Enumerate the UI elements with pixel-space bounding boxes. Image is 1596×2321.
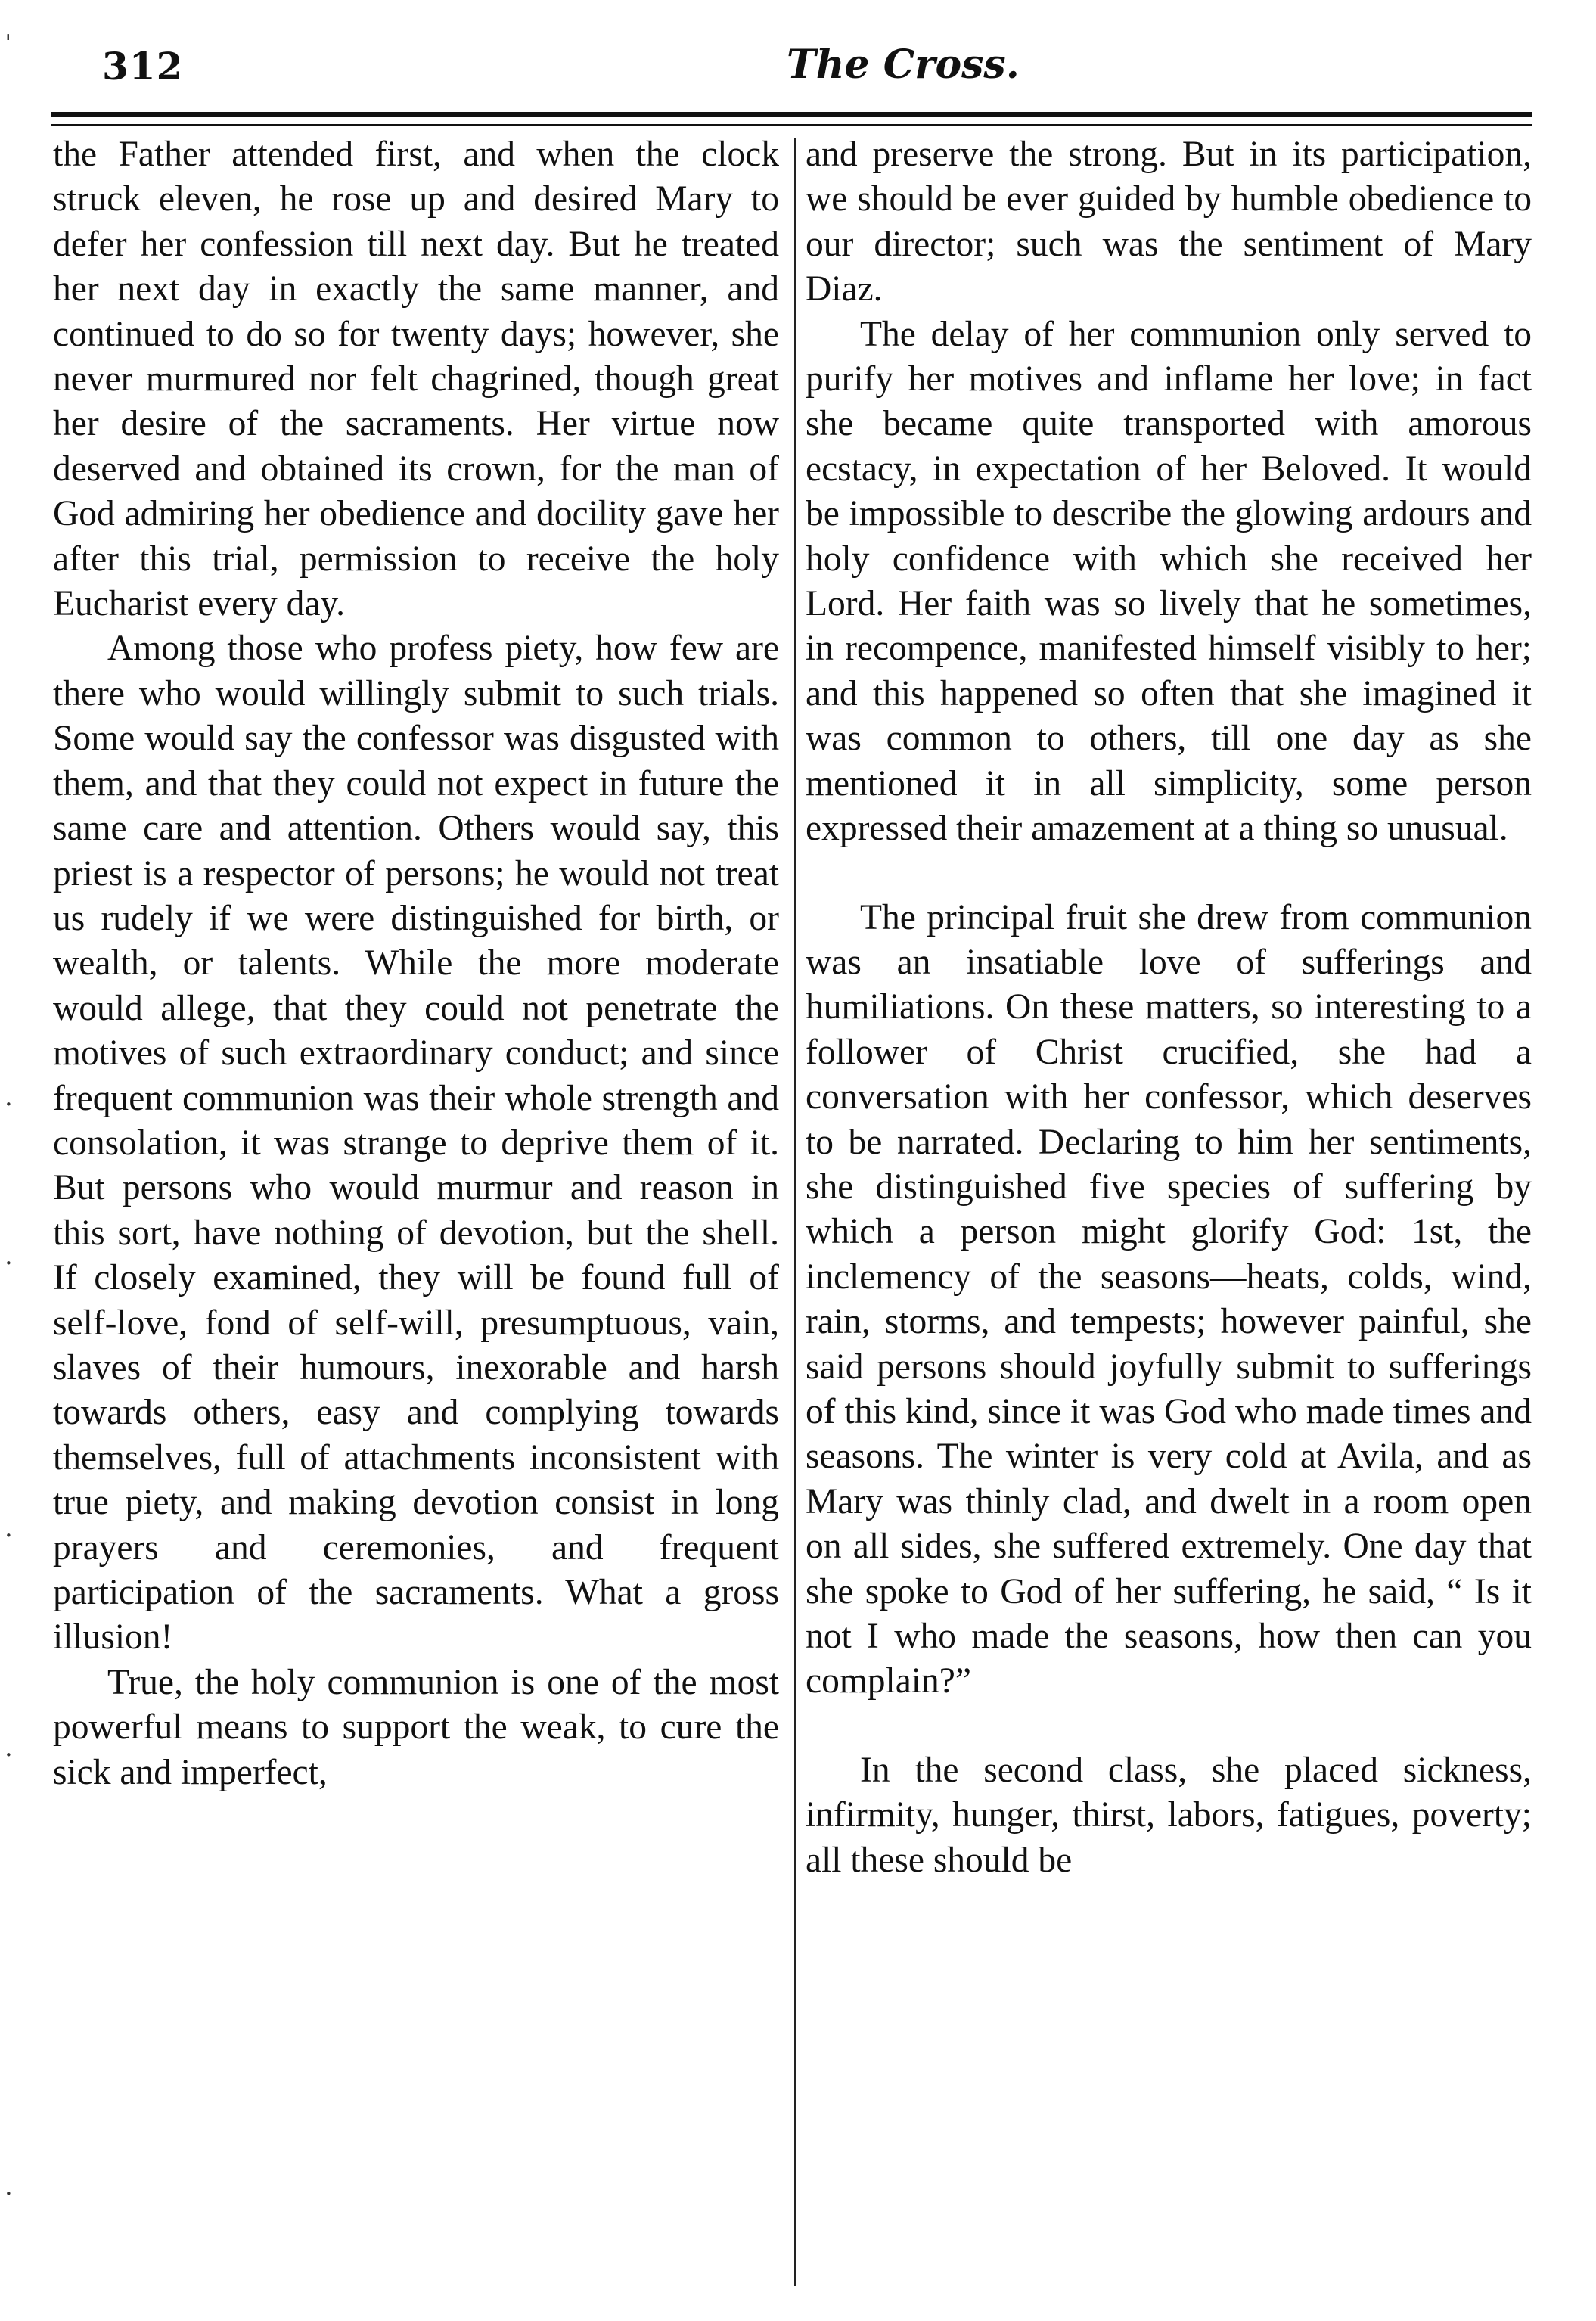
paragraph: True, the holy communion is one of the most powerful means to support the weak, to cure the sick and imperfect, [53,1662,779,1792]
paragraph: the Father attended first, and when the clock struck eleven, he rose up and desired Mary to defer her confession till next day. But he treated her next day in exactly the same manner, and continued to do so for twenty days; however, she never murmured nor felt chagrined, though great her desire of the sacraments. Her virtue now deserved and obtained its crown, for the man of God admiring her obedience and docility gave her after this trial, permission to receive the holy Eucharist every day. [53,135,779,624]
paragraph: The delay of her communion only served to purify her motives and inflame her love; in fact she became quite transported with amorous ecstacy, in expectation of her Beloved. It would be impossible to describe the glowing ardours and holy confidence with which she received her Lord. Her faith was so lively that he sometimes, in recompence, manifested himself visibly to her; and this happened so often that she imagined it was common to others, till one day as she mentioned it in all simplicity, some person expressed their amazement at a thing so unusual. [806,314,1532,849]
column-left [53,132,779,1795]
column-right [806,132,1532,1883]
header-rule-thick [51,112,1532,117]
running-title: The Cross. [787,42,1020,88]
paragraph: Among those who profess piety, how few are there who would willingly submit to such trials. Some would say the confessor was disgusted with them, and that they could not expect in future the same care and attention. Others would say, this priest is a respector of persons; he would not treat us rudely if we were distinguished for birth, or wealth, or talents. While the more moderate would allege, that they could not penetrate the motives of such extraordinary conduct; and since frequent communion was their whole strength and consolation, it was strange to deprive them of it. But persons who would murmur and reason in this sort, have nothing of devotion, but the shell. If closely examined, they will be found full of self-love, fond of self-will, presumptuous, vain, slaves of their humours, inexorable and harsh towards others, easy and complying towards themselves, full of attachments inconsistent with true piety, and making devotion consist in long prayers and ceremonies, and frequent participation of the sacraments. What a gross illusion! [53,629,779,1658]
header-rule-thin [51,124,1532,126]
column-divider [794,138,796,2286]
paragraph: In the second class, she placed sickness, infirmity, hunger, thirst, labors, fatigues, poverty; all these should be [806,1750,1532,1880]
page-number: 312 [102,44,184,89]
margin-marks: ˈ · · · · · [5,30,13,2209]
paragraph: and preserve the strong. But in its participation, we should be ever guided by humble obedience to our director; such was the sentiment of Mary Diaz. [806,135,1532,309]
paragraph: The principal fruit she drew from communion was an insatiable love of sufferings and humiliations. On these matters, so interesting to a follower of Christ crucified, she had a conversation with her confessor, which deserves to be narrated. Declaring to him her sentiments, she distinguished five species of suffering by which a person might glorify God: 1st, the inclemency of the seasons—heats, colds, wind, rain, storms, and tempests; however painful, she said persons should joyfully submit to sufferings of this kind, since it was God who made times and seasons. The winter is very cold at Avila, and as Mary was thinly clad, and dwelt in a room open on all sides, she suffered extremely. One day that she spoke to God of her suffering, he said, “ Is it not I who made the seasons, how then can you complain?” [806,897,1532,1701]
